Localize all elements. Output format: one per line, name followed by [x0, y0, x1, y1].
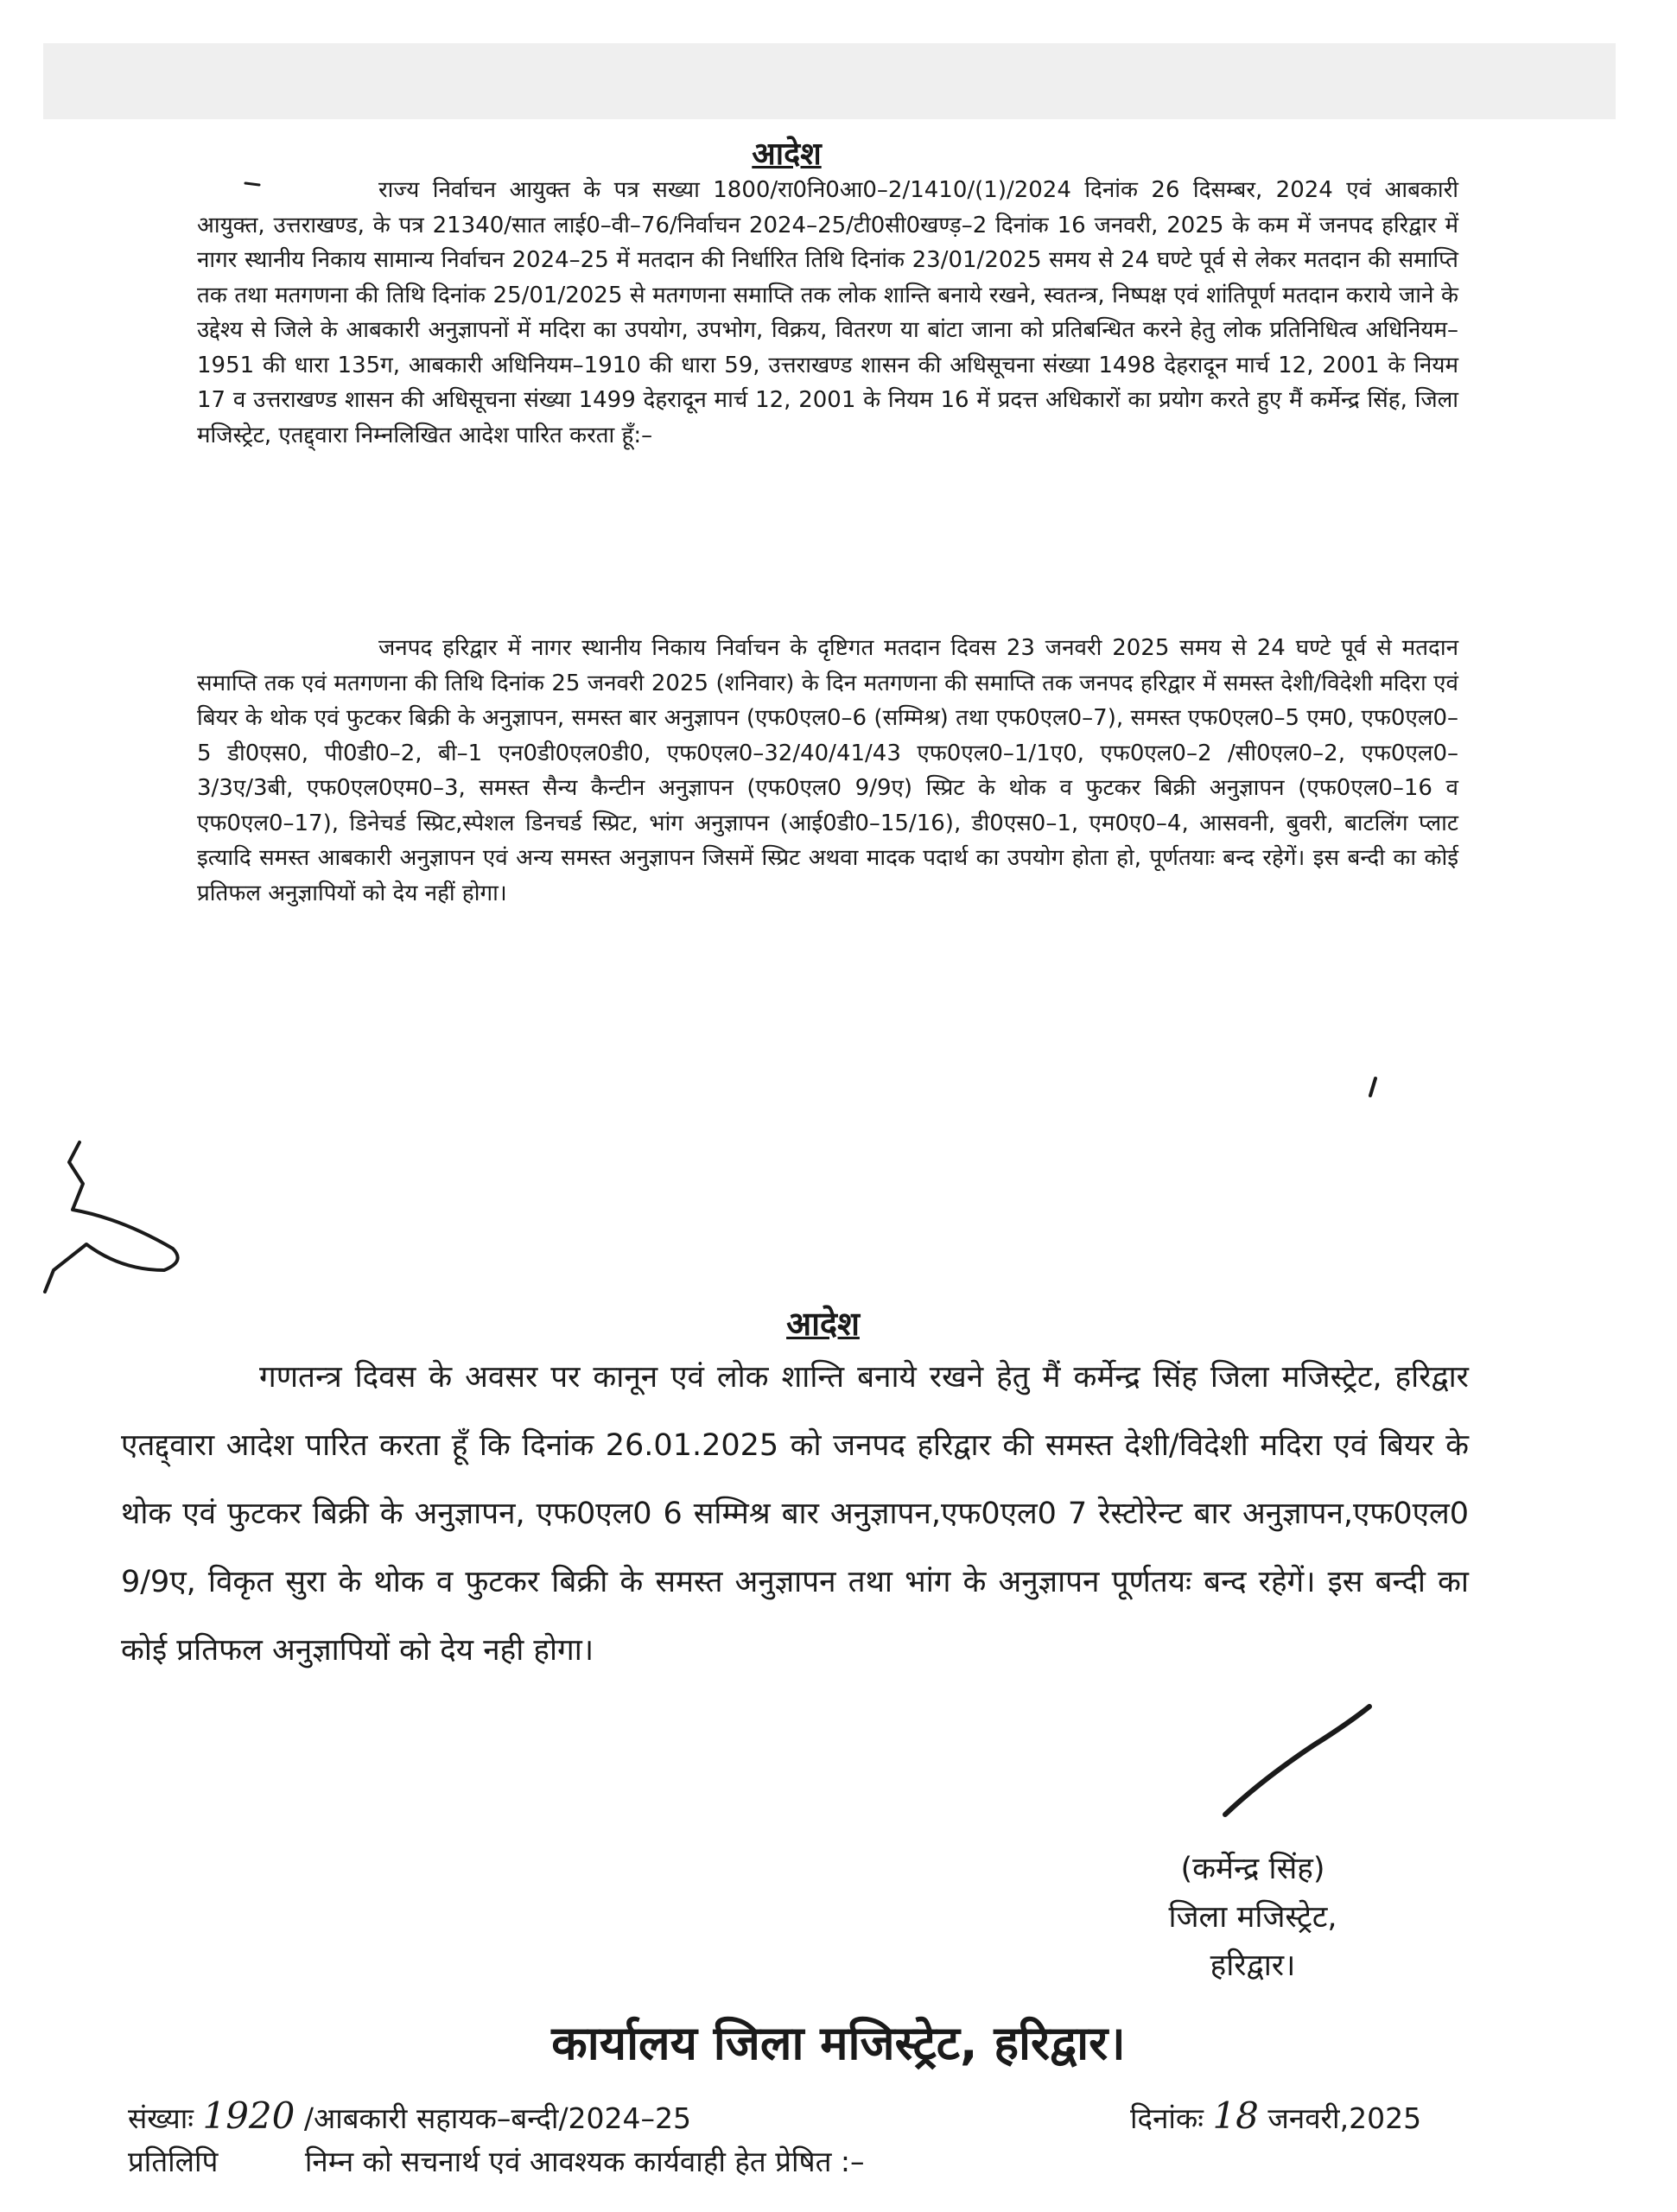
- copy-line: [128, 2141, 1476, 2176]
- initial-mark: [45, 1142, 178, 1292]
- signatory-name: (कर्मेन्द्र सिंह): [1180, 1852, 1325, 1886]
- signatory-place: हरिद्वार।: [1210, 1948, 1296, 1983]
- reference-date-label: दिनांकः: [1130, 2101, 1204, 2135]
- reference-number-value: 1920: [202, 2094, 295, 2137]
- copy-label: प्रतिलिपि: [128, 2145, 219, 2176]
- reference-date: [1130, 2094, 1421, 2137]
- stray-tick: [1370, 1078, 1375, 1096]
- order1-heading: आदेश: [752, 137, 822, 172]
- reference-date-day: 18: [1212, 2094, 1259, 2137]
- signature-stroke: [1225, 1707, 1369, 1815]
- copy-text: निम्न को सचनार्थ एवं आवश्यक कार्यवाही हेत प्रेषित :–: [304, 2145, 865, 2176]
- reference-number-suffix: /आबकारी सहायक–बन्दी/2024–25: [303, 2101, 692, 2135]
- order1-paragraph-1: राज्य निर्वाचन आयुक्त के पत्र सख्या 1800/रा0नि0आ0–2/1410/(1)/2024 दिनांक 26 दिसम्बर, 2024 एवं आबकारी आयुक्त, उत्तराखण्ड, के पत्र 21340/सात लाई0–वी–76/निर्वाचन 2024–25/टी0सी0खण्ड़–2 दिनांक 16 जनवरी, 2025 के कम में जनपद हरिद्वार में नागर स्थानीय निकाय सामान्य निर्वाचन 2024–25 में मतदान की निर्धारित तिथि दिनांक 23/01/2025 समय से 24 घण्टे पूर्व से लेकर मतदान की समाप्ति तक तथा मतगणना की तिथि दिनांक 25/01/2025 से मतगणना समाप्ति तक लोक शान्ति बनाये रखने, स्वतन्त्र, निष्पक्ष एवं शांतिपूर्ण मतदान कराये जाने के उद्देश्य से जिले के आबकारी अनुज्ञापनों में मदिरा का उपयोग, उपभोग, विक्रय, वितरण या बांटा जाना को प्रतिबन्धित करने हेतु लोक प्रतिनिधित्व अधिनियम–1951 की धारा 135ग, आबकारी अधिनियम–1910 की धारा 59, उत्तराखण्ड शासन की अधिसूचना संख्या 1498 देहरादून मार्च 12, 2001 के नियम 17 व उत्तराखण्ड शासन की अधिसूचना संख्या 1499 देहरादून मार्च 12, 2001 के नियम 16 में प्रदत्त अधिकारों का प्रयोग करते हुए मैं कर्मेन्द्र सिंह, जिला मजिस्ट्रेट, एतद्द्वारा निम्नलिखित आदेश पारित करता हूँ:–: [197, 177, 1458, 448]
- order2-paragraph: गणतन्त्र दिवस के अवसर पर कानून एवं लोक शान्ति बनाये रखने हेतु मैं कर्मेन्द्र सिंह जिला मजिस्ट्रेट, हरिद्वार एतद्द्वारा आदेश पारित करता हूँ कि दिनांक 26.01.2025 को जनपद हरिद्वार की समस्त देशी/विदेशी मदिरा एवं बियर के थोक एवं फुटकर बिक्री के अनुज्ञापन, एफ0एल0 6 सम्मिश्र बार अनुज्ञापन,एफ0एल0 7 रेस्टोरेन्ट बार अनुज्ञापन,एफ0एल0 9/9ए, विकृत सुरा के थोक व फुटकर बिक्री के समस्त अनुज्ञापन तथा भांग के अनुज्ञापन पूर्णतयः बन्द रहेगें। इस बन्दी का कोई प्रतिफल अनुज्ञापियों को देय नही होगा।: [121, 1360, 1469, 1668]
- signature-block: [1123, 1845, 1382, 1990]
- signatory-designation: जिला मजिस्ट्रेट,: [1168, 1900, 1337, 1935]
- reference-date-rest: जनवरी,2025: [1267, 2101, 1422, 2135]
- order2-heading: आदेश: [786, 1305, 860, 1343]
- office-title: कार्यालय जिला मजिस्ट्रेट, हरिद्वार।: [551, 2016, 1126, 2070]
- order1-paragraph-2: जनपद हरिद्वार में नागर स्थानीय निकाय निर्वाचन के दृष्टिगत मतदान दिवस 23 जनवरी 2025 समय से 24 घण्टे पूर्व से मतदान समाप्ति तक एवं मतगणना की तिथि दिनांक 25 जनवरी 2025 (शनिवार) के दिन मतगणना की समाप्ति तक जनपद हरिद्वार में समस्त देशी/विदेशी मदिरा एवं बियर के थोक एवं फुटकर बिक्री के अनुज्ञापन, समस्त बार अनुज्ञापन (एफ0एल0–6 (सम्मिश्र) तथा एफ0एल0–7), समस्त एफ0एल0–5 एम0, एफ0एल0–5 डी0एस0, पी0डी0–2, बी–1 एन0डी0एल0डी0, एफ0एल0–32/40/41/43 एफ0एल0–1/1ए0, एफ0एल0–2 /सी0एल0–2, एफ0एल0– 3/3ए/3बी, एफ0एल0एम0–3, समस्त सैन्य कैन्टीन अनुज्ञापन (एफ0एल0 9/9ए) स्प्रिट के थोक व फुटकर बिक्री अनुज्ञापन (एफ0एल0–16 व एफ0एल0–17), डिनेचर्ड स्प्रिट,स्पेशल डिनचर्ड स्प्रिट, भांग अनुज्ञापन (आई0डी0–15/16), डी0एस0–1, एम0ए0–4, आसवनी, बुवरी, बाटलिंग प्लाट इत्यादि समस्त आबकारी अनुज्ञापन एवं अन्य समस्त अनुज्ञापन जिसमें स्प्रिट अथवा मादक पदार्थ का उपयोग होता हो, पूर्णतयाः बन्द रहेगें। इस बन्दी का कोई प्रतिफल अनुज्ञापियों को देय नहीं होगा।: [197, 635, 1458, 906]
- reference-line: [128, 2094, 1476, 2137]
- stray-dot: [245, 183, 259, 185]
- reference-number-label: संख्याः: [128, 2101, 194, 2135]
